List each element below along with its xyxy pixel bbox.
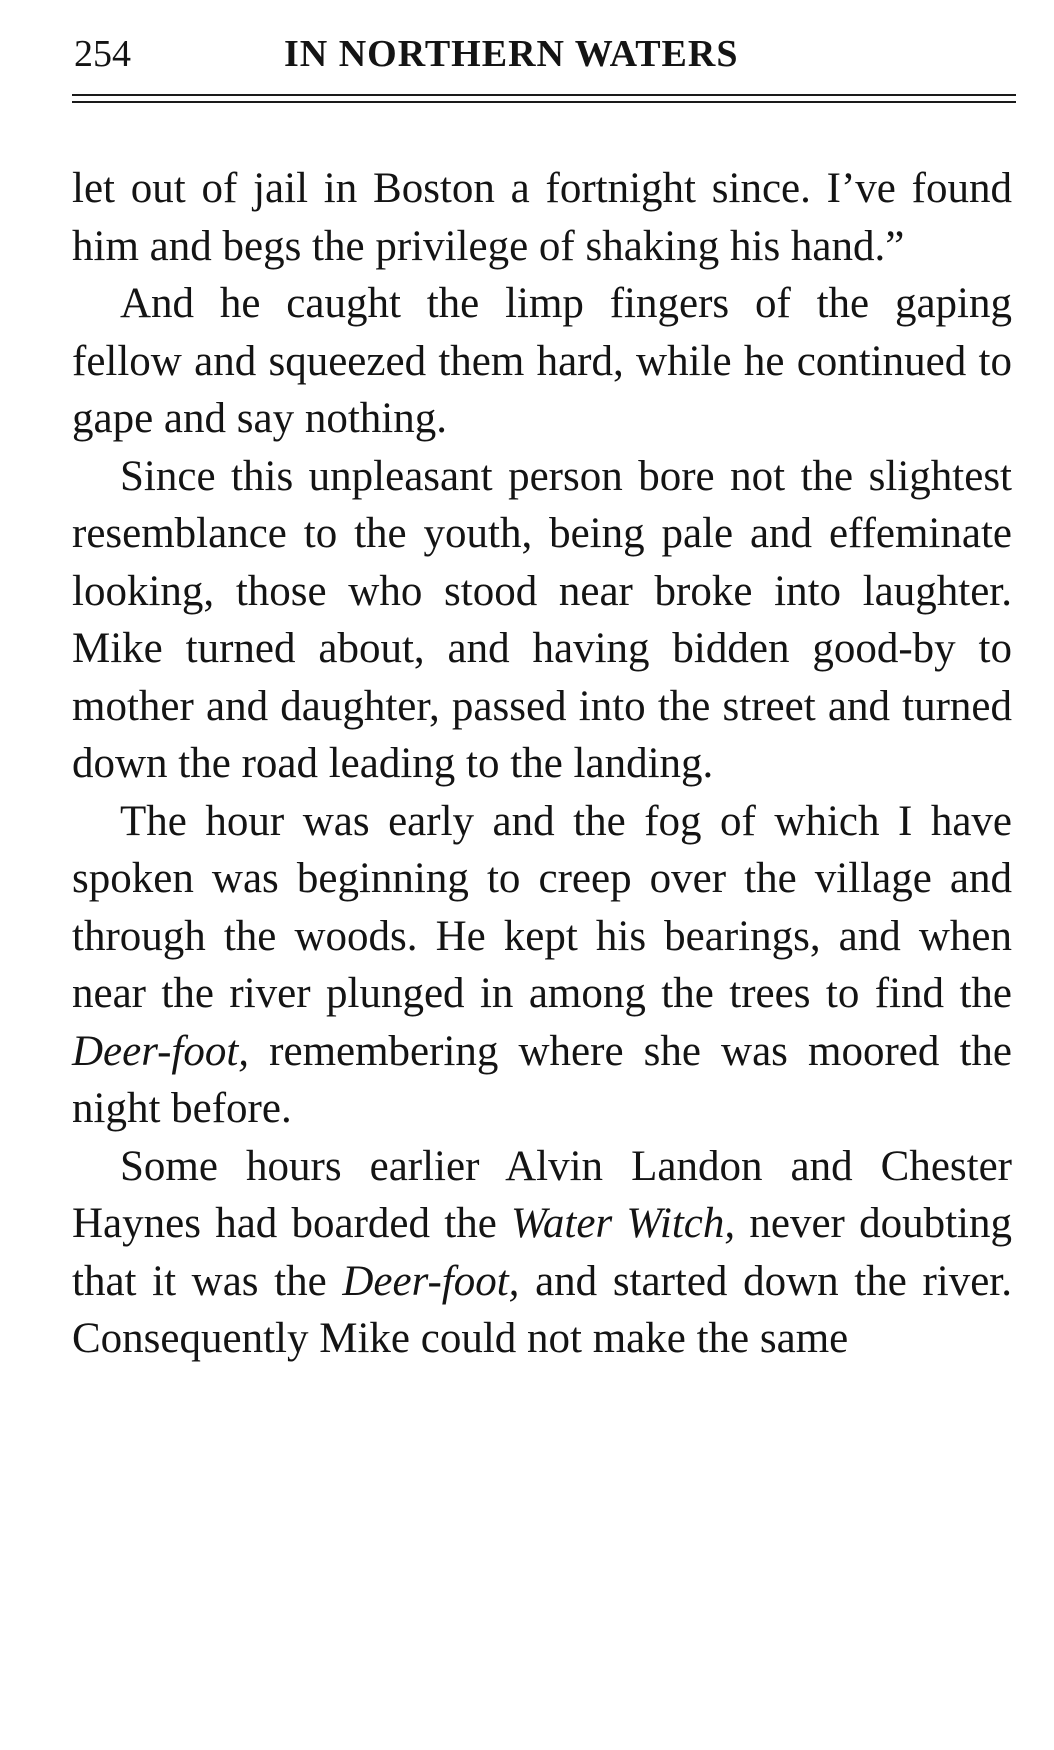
paragraph-2: And he caught the limp fingers of the gaping fellow and squeezed them hard, while he continued to gape and say nothing. [72,280,1012,442]
paragraph-4-text-b: remembering where she was moored the night before. [72,1027,1012,1132]
paragraph-3: Since this unpleasant person bore not the slightest resemblance to the youth, being pale and effeminate looking, those who stood near broke into laughter. Mike turned about, and having bidden good-by to mother and daughter, passed into the street and turned down the road leading to the landing. [72,452,1012,787]
paragraph-4-text-a: The hour was early and the fog of which I have spoken was beginning to creep over the village and through the woods. He kept his bearings, and when near the river plunged in among the trees to find the [72,797,1012,1017]
paragraph-1: let out of jail in Boston a fortnight since. I’ve found him and begs the privilege of shaking his hand.” [72,165,1012,270]
running-head [74,28,1014,80]
page-number: 254 [74,33,131,75]
paragraph-5-text-c: and started down the river. Consequently Mike could not make the same [72,1257,1013,1362]
paragraph-4 [72,793,1012,1138]
paragraph-5-text-b: never doubting that it was the [72,1200,1012,1305]
ship-name-water-witch: Water Witch, [511,1200,736,1247]
paragraph-5 [72,1138,1012,1368]
body-text [72,160,1012,1368]
ship-name-deerfoot: Deer-foot, [72,1027,250,1075]
ship-name-deerfoot-2: Deer-foot, [342,1257,520,1305]
header-rule-bottom [72,101,1016,103]
header-rule-top [72,94,1016,96]
paragraph-5-text-a: Some hours earlier Alvin Landon and Chester Haynes had boarded the [72,1142,1012,1247]
running-title: IN NORTHERN WATERS [284,33,739,75]
